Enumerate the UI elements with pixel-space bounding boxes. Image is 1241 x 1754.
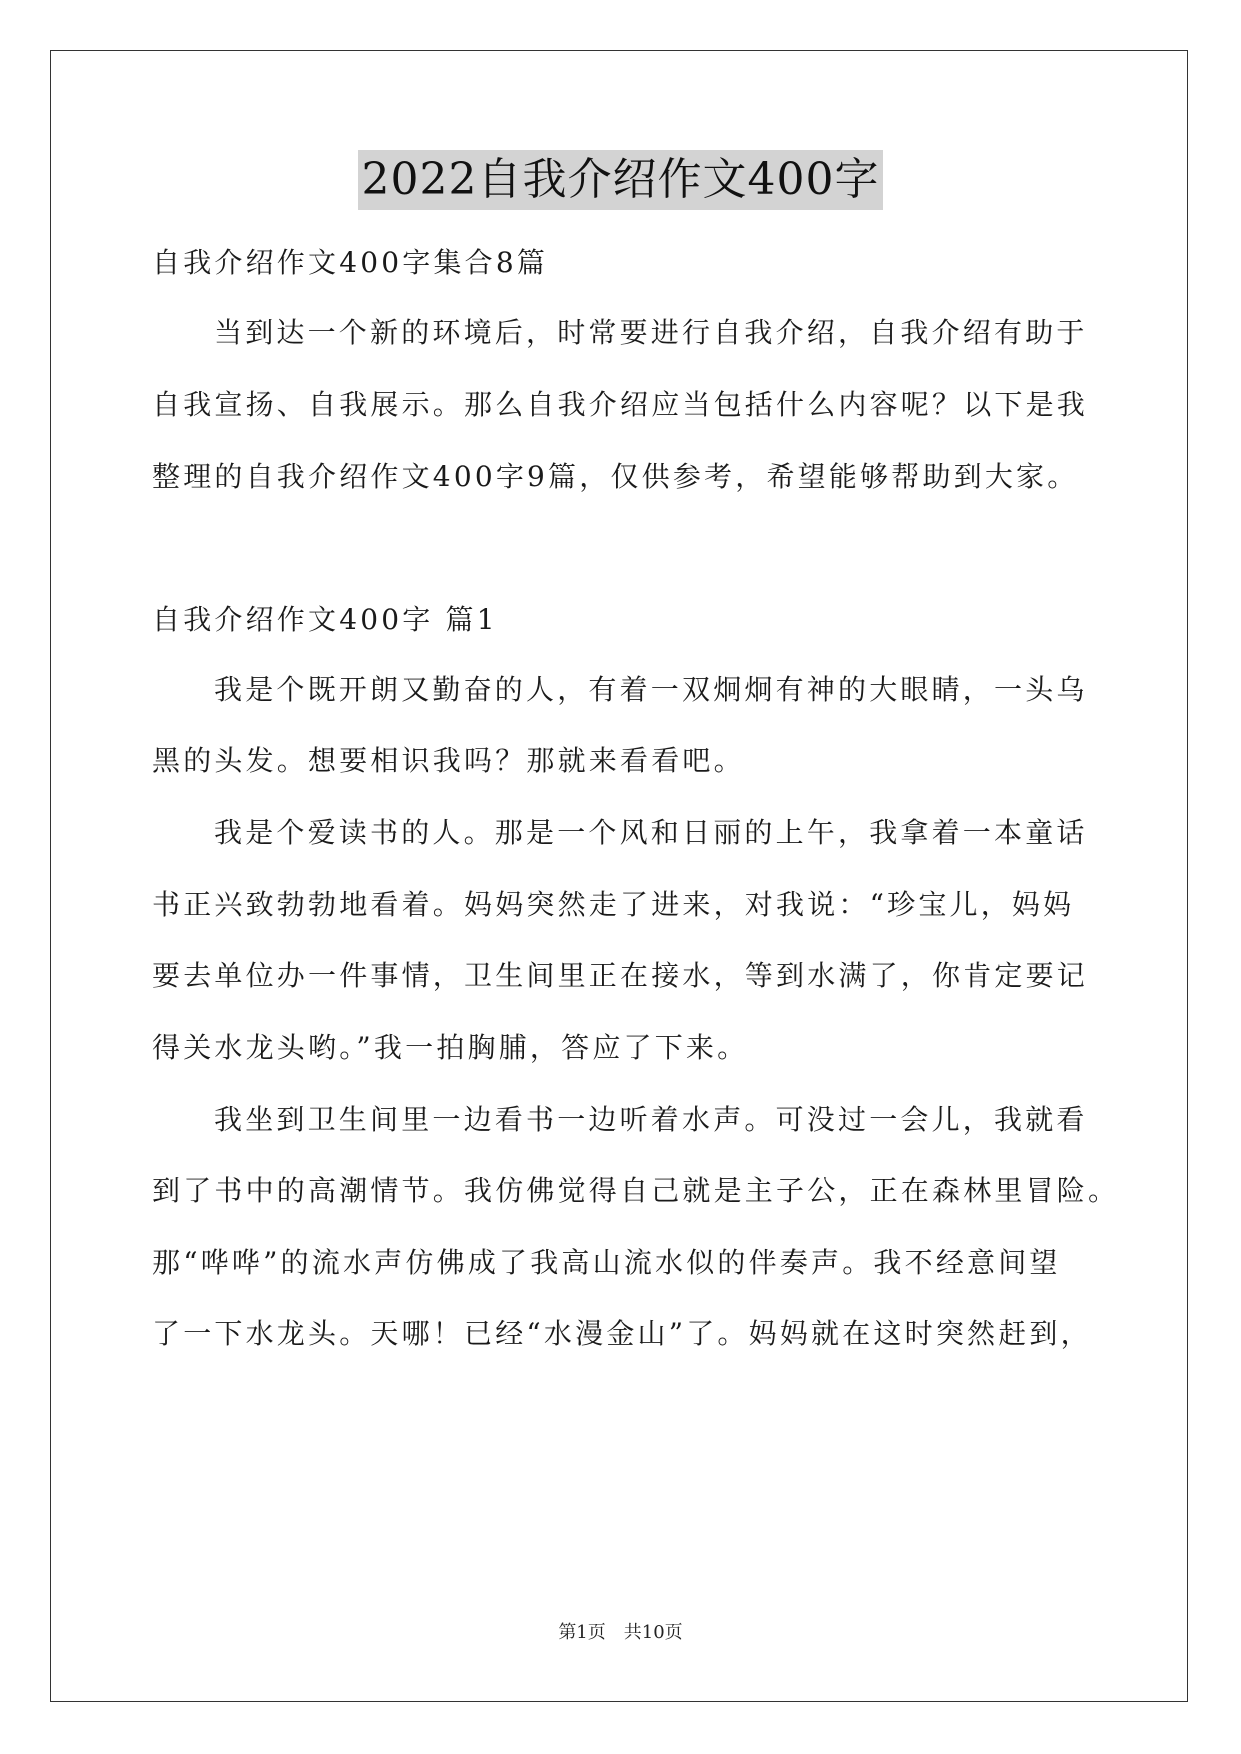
paragraph-line: 到了书中的高潮情节。我仿佛觉得自己就是主子公，正在森林里冒险。 — [152, 1174, 1120, 1207]
paragraph-line: 当到达一个新的环境后，时常要进行自我介绍，自我介绍有助于 — [214, 316, 1088, 349]
paragraph-line: 整理的自我介绍作文400字9篇，仅供参考，希望能够帮助到大家。 — [152, 460, 1079, 493]
paragraph-line: 得关水龙头哟。”我一拍胸脯，答应了下来。 — [152, 1031, 749, 1064]
page-footer: 第1页 共10页 — [558, 1622, 683, 1643]
paragraph-line: 自我宣扬、自我展示。那么自我介绍应当包括什么内容呢？以下是我 — [152, 388, 1089, 421]
paragraph-line: 要去单位办一件事情，卫生间里正在接水，等到水满了，你肯定要记 — [152, 959, 1089, 992]
subtitle: 自我介绍作文400字集合8篇 — [152, 246, 549, 279]
paragraph-line: 黑的头发。想要相识我吗？那就来看看吧。 — [152, 744, 745, 777]
paragraph-line: 书正兴致勃勃地看着。妈妈突然走了进来，对我说：“珍宝儿，妈妈 — [152, 888, 1075, 921]
paragraph-line: 我是个既开朗又勤奋的人，有着一双炯炯有神的大眼睛，一头乌 — [214, 673, 1088, 706]
paragraph-line: 我是个爱读书的人。那是一个风和日丽的上午，我拿着一本童话 — [214, 816, 1088, 849]
section-heading: 自我介绍作文400字 篇1 — [152, 603, 498, 636]
document-title: 2022自我介绍作文400字 — [358, 150, 884, 210]
paragraph-line: 了一下水龙头。天哪！已经“水漫金山”了。妈妈就在这时突然赶到， — [152, 1317, 1092, 1350]
page-border — [50, 50, 1188, 1702]
paragraph-line: 那“哗哗”的流水声仿佛成了我高山流水似的伴奏声。我不经意间望 — [152, 1246, 1061, 1279]
paragraph-line: 我坐到卫生间里一边看书一边听着水声。可没过一会儿，我就看 — [214, 1103, 1088, 1136]
title-container — [0, 150, 1241, 210]
